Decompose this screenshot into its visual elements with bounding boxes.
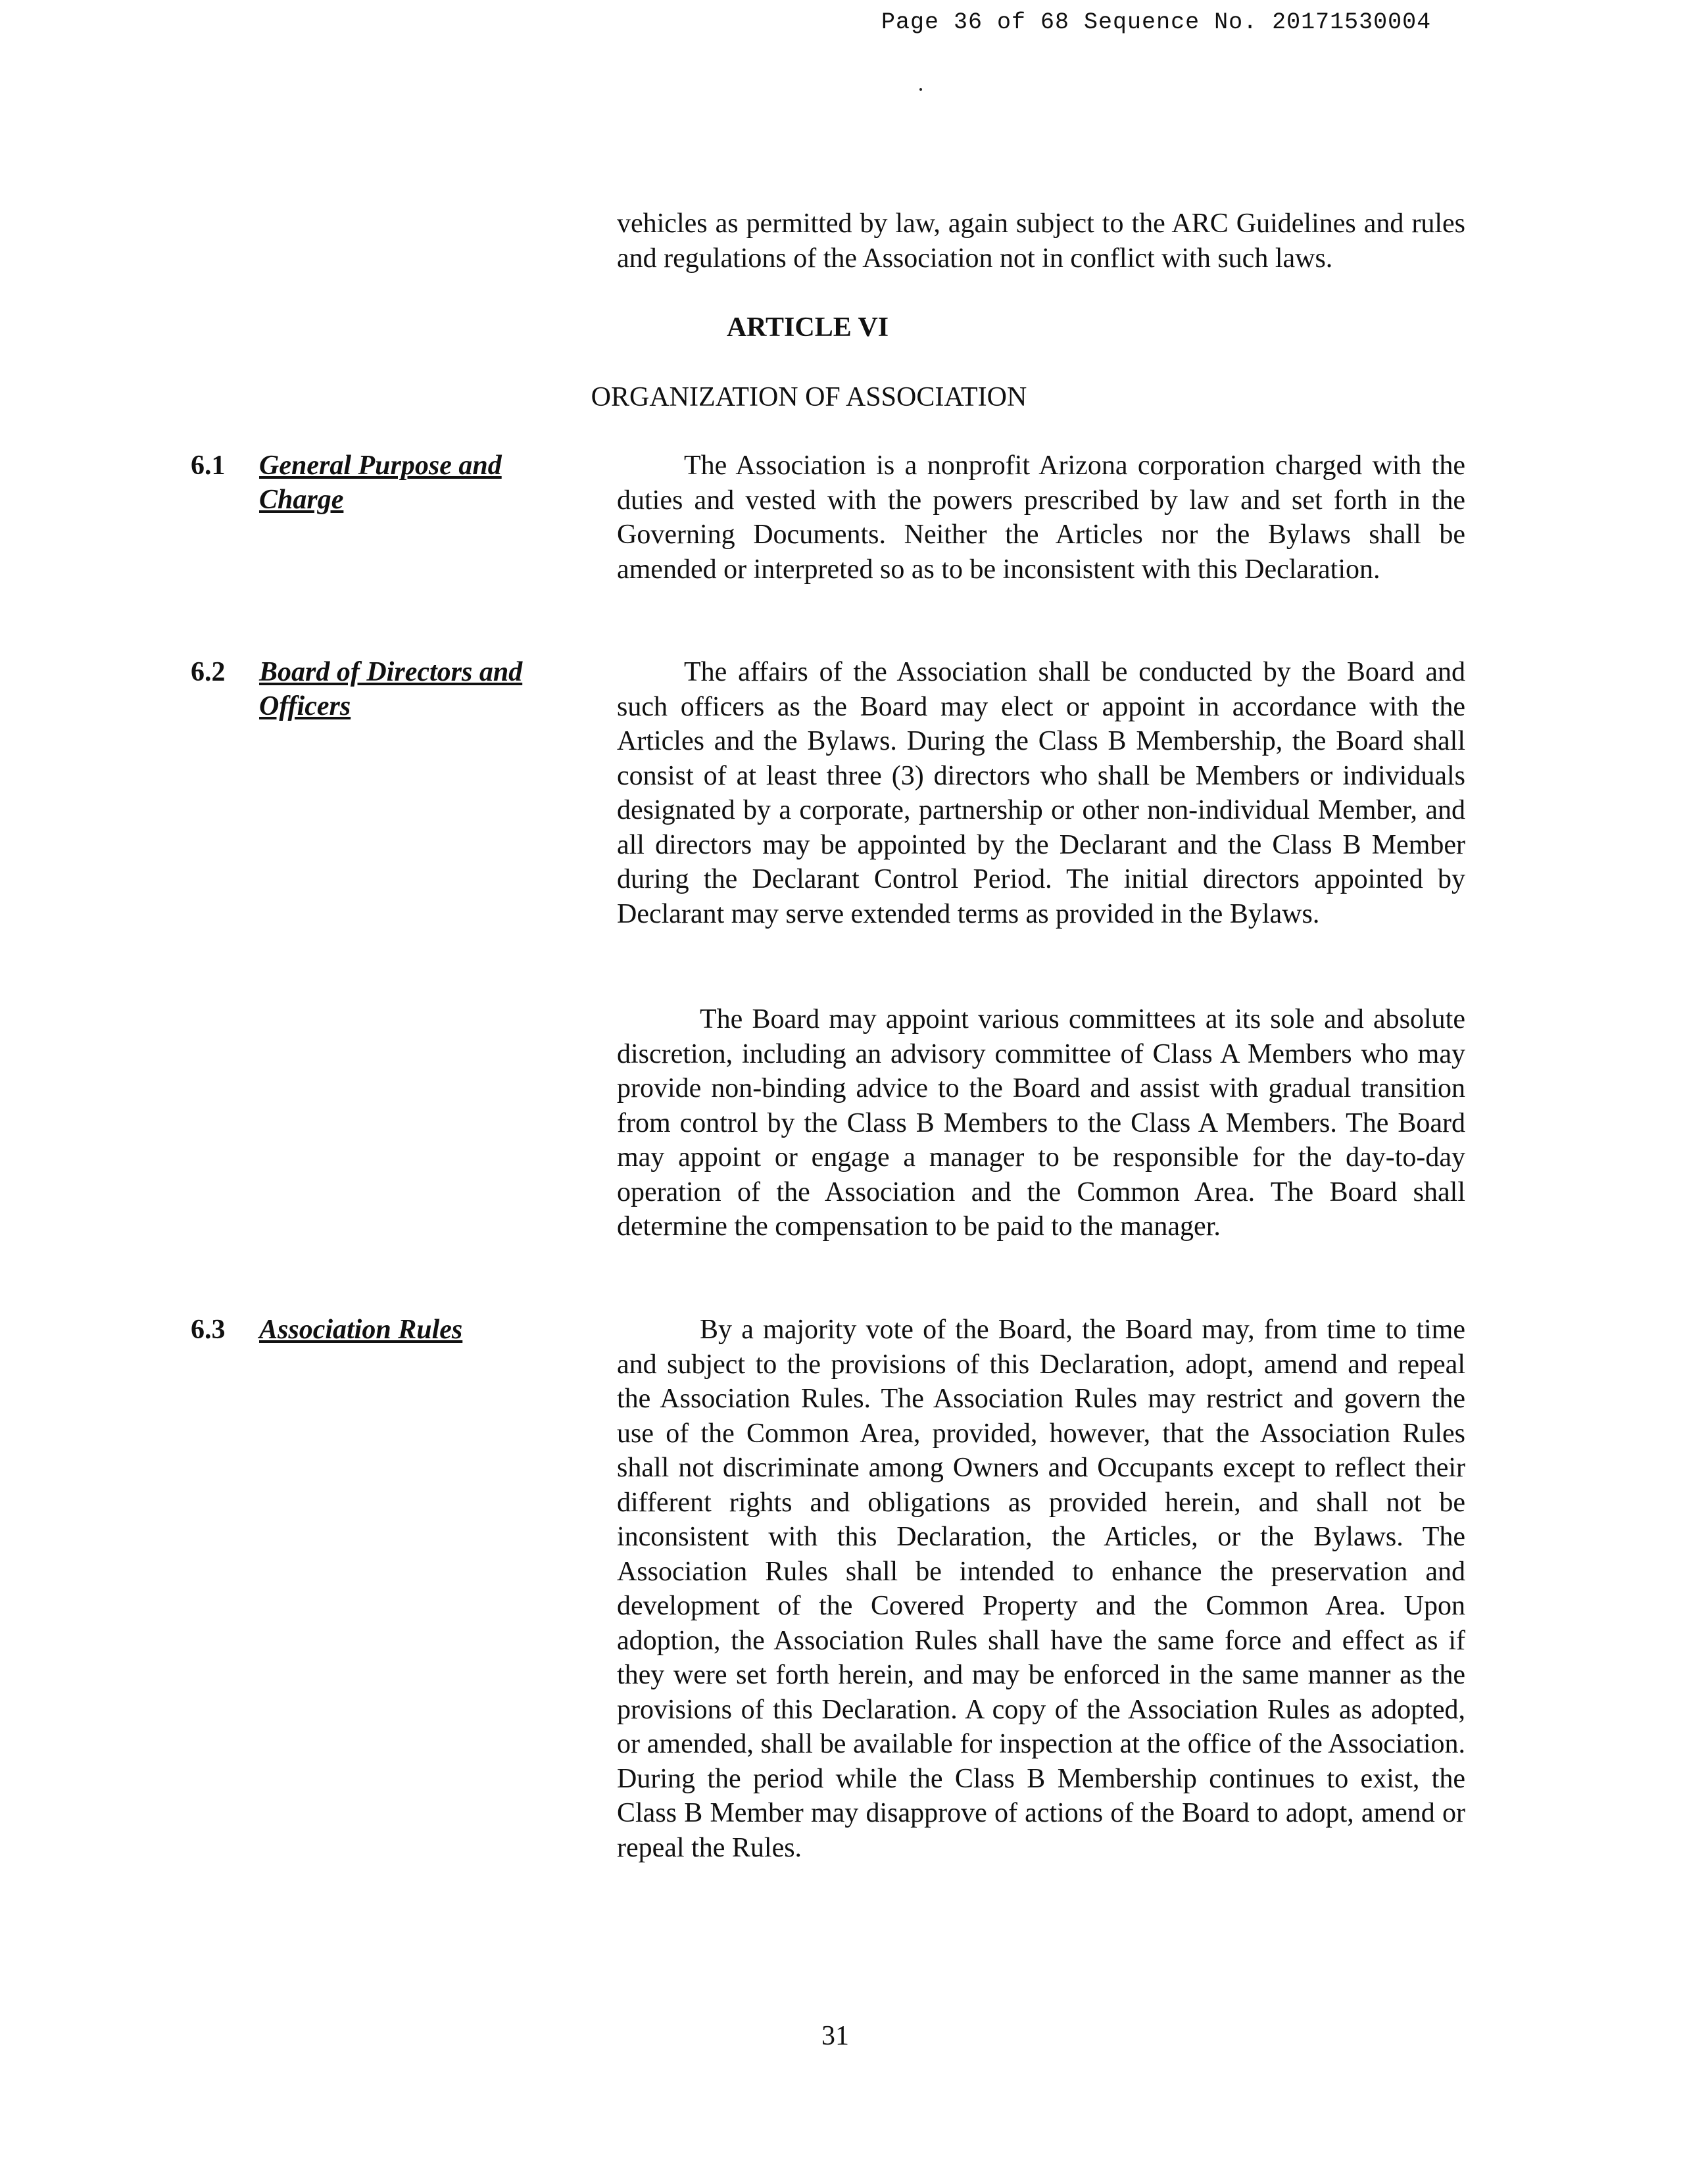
section-number: 6.2 xyxy=(191,657,226,687)
article-subtitle: ORGANIZATION OF ASSOCIATION xyxy=(591,382,1027,412)
section-6-3-paragraph: By a majority vote of the Board, the Board may, from time to time and subject to the provisions of this Declaration, adopt, amend and repeal the Association Rules. The Association Rules may restrict and govern the use of the Common Area, provided, however, that the Association Rules shall not discriminate among Owners and Occupants except to reflect their different rights and obligations as provided herein, and shall not be inconsistent with this Declaration, the Articles, or the Bylaws. The Association Rules shall be intended to enhance the preservation and development of the Covered Property and the Common Area. Upon adoption, the Association Rules shall have the same force and effect as if they were set forth herein, and may be enforced in the same manner as the provisions of this Declaration. A copy of the Association Rules as adopted, or amended, shall be available for inspection at the office of the Association. During the period while the Class B Membership continues to exist, the Class B Member may disapprove of actions of the Board to adopt, amend or repeal the Rules. xyxy=(617,1315,1465,1863)
section-6-2-paragraph-2: The Board may appoint various committees at its sole and absolute discretion, including an advisory committee of Class A Members who may provide non-binding advice to the Board and assist with gradual transition from control by the Class B Members to the Class A Members. The Board may appoint or engage a manager to be responsible for the day-to-day operation of the Association and the Common Area. The Board shall determine the compensation to be paid to the manager. xyxy=(617,1004,1465,1242)
section-title: General Purpose and Charge xyxy=(259,450,502,515)
section-6-1-paragraph: The Association is a nonprofit Arizona corporation charged with the duties and vested with the powers prescribed by law and set forth in the Governing Documents. Neither the Articles nor the Bylaws shall be amended or interpreted so as to be inconsistent with this Declaration. xyxy=(617,450,1465,585)
section-heading-6-3 xyxy=(191,1313,585,1352)
section-number: 6.1 xyxy=(191,450,226,481)
article-title: ARTICLE VI xyxy=(726,312,889,343)
section-title: Association Rules xyxy=(259,1315,463,1345)
page-number: 31 xyxy=(821,2021,849,2051)
page-sequence-header: Page 36 of 68 Sequence No. 20171530004 xyxy=(881,9,1432,36)
section-heading-6-1 xyxy=(191,449,585,521)
continuation-paragraph: vehicles as permitted by law, again subject to the ARC Guidelines and rules and regulations of the Association not in conflict with such laws. xyxy=(617,208,1465,274)
section-number: 6.3 xyxy=(191,1315,226,1345)
scan-speck xyxy=(919,88,922,91)
section-heading-6-2 xyxy=(191,655,585,727)
section-title: Board of Directors and Officers xyxy=(259,657,523,721)
section-6-2-paragraph-1: The affairs of the Association shall be conducted by the Board and such officers as the Board may elect or appoint in accordance with the Articles and the Bylaws. During the Class B Membership, the Board shall consist of at least three (3) directors who shall be Members or individuals designated by a corporate, partnership or other non-individual Member, and all directors may be appointed by the Declarant and the Class B Member during the Declarant Control Period. The initial directors appointed by Declarant may serve extended terms as provided in the Bylaws. xyxy=(617,657,1465,929)
